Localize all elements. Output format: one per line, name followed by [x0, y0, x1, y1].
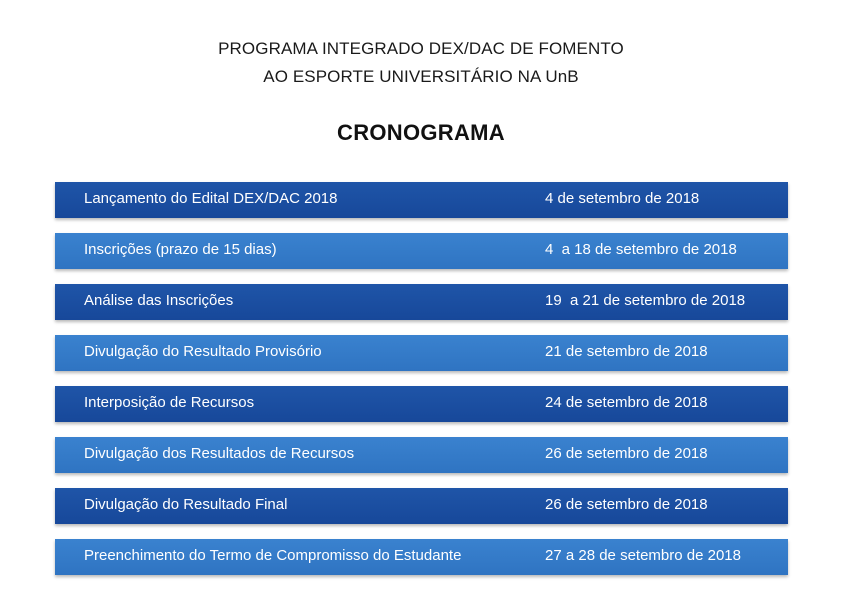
schedule-event: Inscrições (prazo de 15 dias)	[84, 241, 277, 258]
schedule-event: Divulgação do Resultado Final	[84, 496, 288, 513]
schedule-row-provisional-result	[55, 335, 788, 371]
document-header	[0, 35, 842, 91]
schedule-title: CRONOGRAMA	[337, 120, 505, 145]
schedule-row-registration-analysis	[55, 284, 788, 320]
schedule-list	[55, 182, 788, 590]
schedule-event: Análise das Inscrições	[84, 292, 234, 309]
schedule-date: 4 a 18 de setembro de 2018	[545, 241, 737, 258]
schedule-date: 4 de setembro de 2018	[545, 190, 700, 207]
schedule-date: 26 de setembro de 2018	[545, 445, 708, 462]
schedule-row-appeals	[55, 386, 788, 422]
schedule-event: Divulgação dos Resultados de Recursos	[84, 445, 355, 462]
schedule-row-registration	[55, 233, 788, 269]
schedule-event: Interposição de Recursos	[84, 394, 255, 411]
program-title-line-2: AO ESPORTE UNIVERSITÁRIO NA UnB	[263, 67, 579, 86]
schedule-event: Preenchimento do Termo de Compromisso do Estudante	[84, 547, 462, 564]
schedule-row-appeal-results	[55, 437, 788, 473]
schedule-date: 26 de setembro de 2018	[545, 496, 708, 513]
schedule-date: 21 de setembro de 2018	[545, 343, 708, 360]
schedule-row-final-result	[55, 488, 788, 524]
program-title-line-1: PROGRAMA INTEGRADO DEX/DAC DE FOMENTO	[218, 39, 624, 58]
schedule-event: Lançamento do Edital DEX/DAC 2018	[84, 190, 338, 207]
schedule-date: 24 de setembro de 2018	[545, 394, 708, 411]
schedule-row-commitment-term	[55, 539, 788, 575]
schedule-date: 19 a 21 de setembro de 2018	[545, 292, 746, 309]
schedule-event: Divulgação do Resultado Provisório	[84, 343, 322, 360]
schedule-row-edital-launch	[55, 182, 788, 218]
schedule-date: 27 a 28 de setembro de 2018	[545, 547, 741, 564]
